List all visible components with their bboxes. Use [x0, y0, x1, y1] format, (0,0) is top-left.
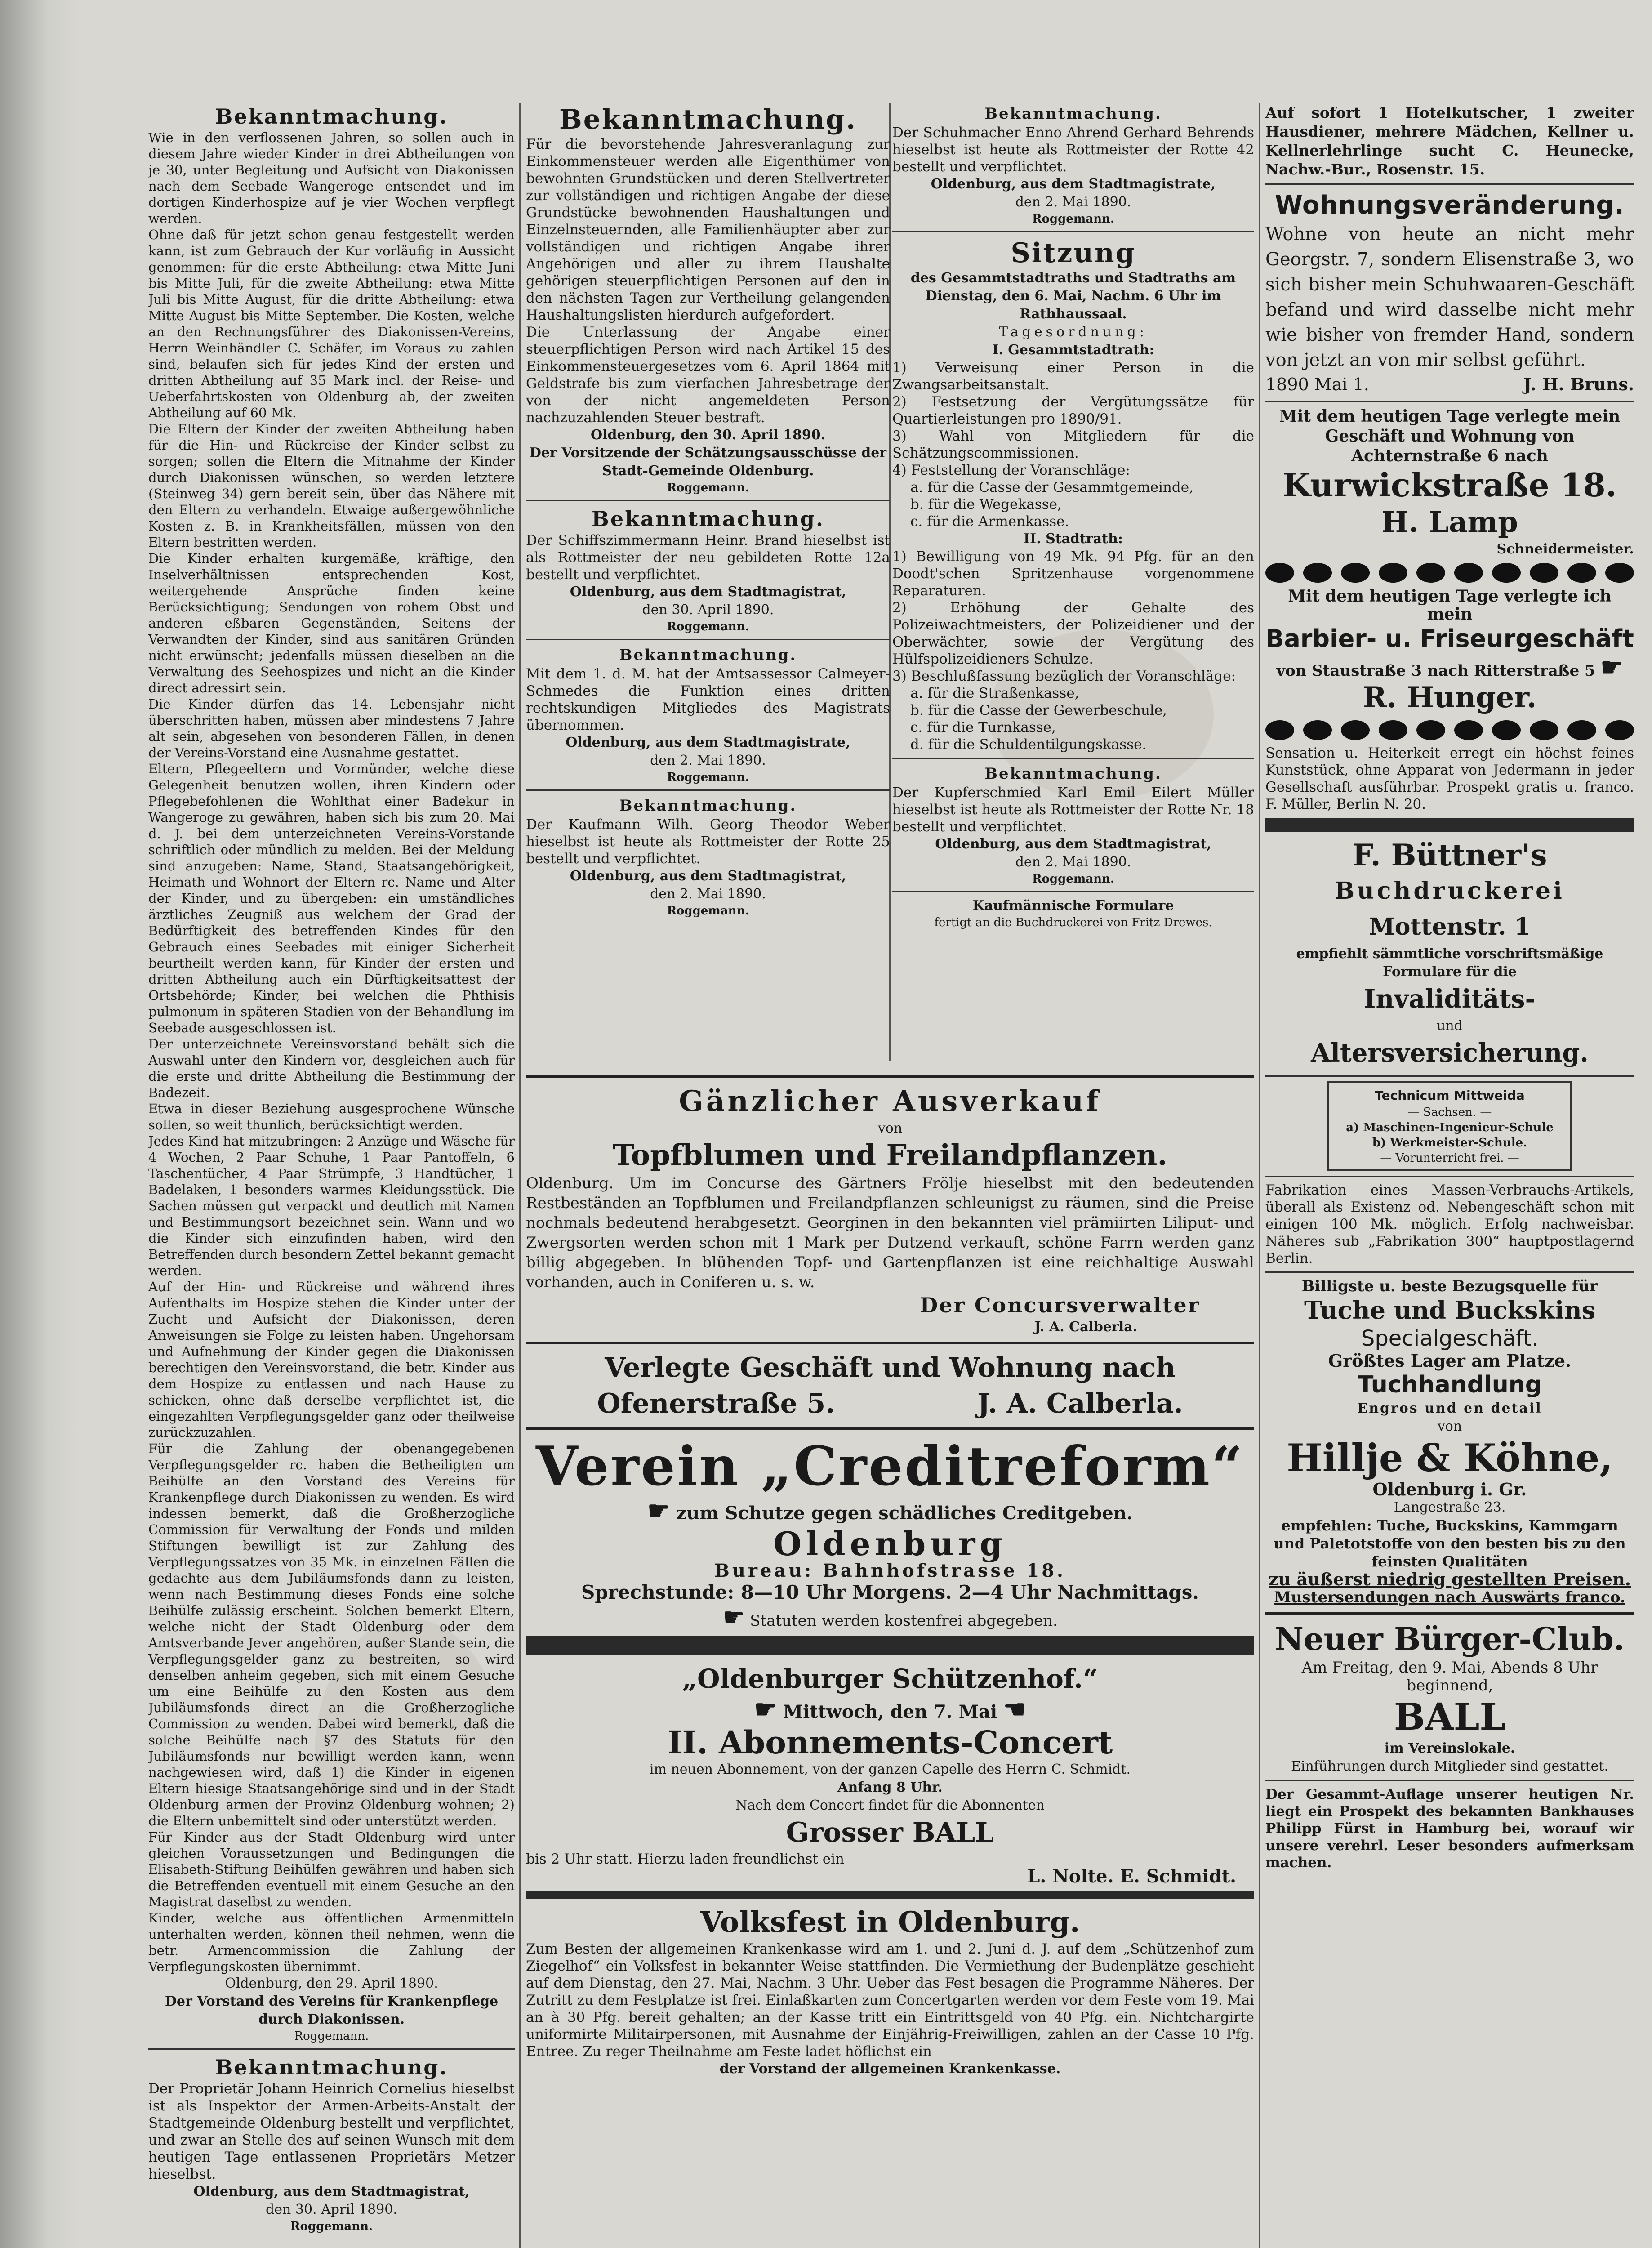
ad-text: Langestraße 23. [1394, 1499, 1506, 1515]
ad-text: bis 2 Uhr statt. Hierzu laden freundlichst ein [526, 1851, 845, 1867]
decorative-dots [1265, 720, 1634, 740]
ad-text: Oldenburg. Um im Concurse des Gärtners Frölje hieselbst mit den bedeutenden Restbeständen an Topfblumen und Freilandpflanzen schleunigst zu räumen, sind die Preise nochmals bedeutend herabgesetzt. Georginen in den bekannten viel prämiirten Liliput- und Zwergsorten werden schon mit 1 Mark per Dutzend verkauft, schöne Farrn werden ganz billig abgegeben. In blühenden Topf- und Gartenpflanzen ist eine reichhaltige Auswahl vorhanden, auch in Coniferen u. s. w. [526, 1174, 1254, 1291]
ad-text: Einführungen durch Mitglieder sind gestattet. [1291, 1758, 1609, 1774]
decorative-bar [526, 1636, 1254, 1655]
paragraph: Wie in den verflossenen Jahren, so sollen auch in diesem Jahre wieder Kinder in drei Abtheilungen von je 30, unter Begleitung und Aufsicht von Diakonissen nach dem Seebade Wangeroge entsendet und im dortigen Kinderhospize auf je vier Wochen verpflegt werden. [148, 130, 515, 226]
paragraph: Der unterzeichnete Vereinsvorstand behält sich die Auswahl unter den Kindern vor, desgleichen auch für die erste und dritte Abtheilung die Bestimmung der Badezeit. [148, 1036, 515, 1100]
ad-headline: Altersversicherung. [1311, 1038, 1589, 1068]
ad-text: b) Werkmeister-Schule. [1372, 1136, 1527, 1150]
paragraph: Jedes Kind hat mitzubringen: 2 Anzüge und Wäsche für 4 Wochen, 2 Paar Schuhe, 1 Paar Pantoffeln, 6 Taschentücher, 4 Paar Strümpfe, 3 Handtücher, 1 Badelaken, 1 besonders warmes Kleidungsstück. Die Sachen müssen gut verpackt und deutlich mit Namen und Bestimmungsort bezeichnet sein. Wann und wo die Kinder sich einzufinden haben, wird den Betreffenden durch besondern Zettel bekannt gemacht werden. [148, 1133, 515, 1278]
date-line: den 30. April 1890. [642, 602, 774, 618]
ad-text: fertigt an die Buchdruckerei von Fritz Drewes. [934, 916, 1212, 929]
announcement-title: Bekanntmachung. [619, 646, 797, 664]
divider [1265, 1271, 1634, 1273]
divider [1265, 401, 1634, 402]
ad-headline: Verein „Creditreform“ [535, 1435, 1245, 1498]
ad-row [526, 1386, 1254, 1422]
ad-headline: H. Lamp [1381, 505, 1518, 539]
divider [1265, 1780, 1634, 1781]
divider [526, 1075, 1254, 1078]
divider [526, 789, 890, 791]
signature-name: Roggemann. [667, 620, 749, 633]
ad-headline: Verlegte Geschäft und Wohnung nach [605, 1352, 1176, 1383]
ad-text: Mit dem heutigen Tage verlegte mein Geschäft und Wohnung von Achternstraße 6 nach [1279, 407, 1621, 465]
ad-subline: zum Schutze gegen schädliches Creditgeben. [676, 1503, 1133, 1524]
ad-text: Auf sofort 1 Hotelkutscher, 1 zweiter Hausdiener, mehrere Mädchen, Kellner u. Kellnerlehrlinge sucht C. Heunecke, Nachw.-Bur., Rosenstr. 15. [1265, 104, 1634, 178]
divider [1265, 1612, 1634, 1615]
page-spine-shadow [0, 0, 79, 2248]
agenda-section: II. Stadtrath: [1024, 531, 1123, 547]
divider [892, 891, 1254, 892]
pointing-hand-icon: ☛ [722, 1603, 745, 1632]
ad-headline: Topfblumen und Freilandpflanzen. [613, 1138, 1167, 1172]
decorative-bar [526, 1891, 1254, 1899]
ad-headline: Wohnungsveränderung. [1275, 191, 1625, 220]
date-line: Oldenburg, aus dem Stadtmagistrat, [570, 868, 846, 884]
ad-headline: Hillje & Köhne, [1287, 1436, 1613, 1480]
ad-headline: Specialgeschäft. [1361, 1326, 1539, 1351]
agenda-item: 3) Beschlußfassung bezüglich der Voranschläge: [892, 668, 1236, 684]
ad-subline: von Staustraße 3 nach Ritterstraße 5 [1276, 662, 1595, 680]
agenda-item: a. für die Straßenkasse, [910, 685, 1079, 701]
divider [892, 758, 1254, 759]
divider [526, 1342, 1254, 1344]
decorative-bar [1265, 818, 1634, 832]
signature-name: Roggemann. [1032, 212, 1115, 226]
meeting-title: Sitzung [1011, 237, 1136, 269]
ad-text: Wohne von heute an nicht mehr Georgstr. 7, sondern Elisenstraße 3, wo sich bisher mein Schuhwaaren-Geschäft befand und wird dasselbe nicht mehr wie bisher von fremder Hand, sondern von jetzt an von mir selbst geführt. [1265, 224, 1634, 370]
ad-headline: Volksfest in Oldenburg. [700, 1905, 1080, 1939]
signature: Der Vorstand des Vereins für Krankenpflege [165, 1994, 499, 2009]
ad-name: J. H. Bruns. [1523, 374, 1634, 394]
signature-name: Roggemann. [1032, 872, 1115, 886]
divider [526, 639, 890, 640]
date-line: Oldenburg, aus dem Stadtmagistrat, [193, 2184, 470, 2199]
date-line: den 30. April 1890. [266, 2202, 397, 2217]
paragraph: Mit dem 1. d. M. hat der Amtsassessor Calmeyer-Schmedes die Funktion eines dritten rechtskundigen Mitgliedes des Magistrats übernommen. [526, 666, 890, 733]
ad-text: Schneidermeister. [1496, 541, 1634, 557]
decorative-dots [1265, 563, 1634, 583]
ad-text: Sensation u. Heiterkeit erregt ein höchst feines Kunststück, ohne Apparat von Jedermann in jeder Gesellschaft ausführbar. Prospekt gratis u. franco. F. Müller, Berlin N. 20. [1265, 745, 1634, 812]
ad-text: im neuen Abonnement, von der ganzen Capelle des Herrn C. Schmidt. [649, 1762, 1131, 1777]
divider [1265, 183, 1634, 185]
signature-name: Roggemann. [667, 481, 749, 495]
agenda-list [892, 548, 1254, 753]
ad-text: Zum Besten der allgemeinen Krankenkasse wird am 1. und 2. Juni d. J. auf dem „Schützenhof zum Ziegelhof“ ein Volksfest in bekannter Weise stattfinden. Die Vermiethung der Budenplätze geschieht auf dem Dienstag, den 27. Mai, Nachm. 3 Uhr. Ueber das Fest besagen die Programme Näheres. Der Zutritt zu dem Festplatze ist frei. Einlaßkarten zum Concertgarten werden vor dem Feste vom 19. Mai an à 30 Pfg. bereit gehalten; an der Kasse tritt ein Eintrittsgeld von 40 Pfg. ein. Nichtchargirte uniformirte Militairpersonen, mit Ausnahme der Einjährig-Freiwilligen, zahlen an der Casse 10 Pfg. Entree. Zu reger Theilnahme am Feste ladet höflichst ein [526, 1941, 1254, 2060]
ad-headline: II. Abonnements-Concert [667, 1724, 1113, 1761]
ad-text: Sprechstunde: 8—10 Uhr Morgens. 2—4 Uhr Nachmittags. [581, 1581, 1199, 1603]
paragraph: Etwa in dieser Beziehung ausgesprochene Wünsche sollen, so weit thunlich, berücksichtigt werden. [148, 1101, 515, 1133]
ad-signature: der Vorstand der allgemeinen Krankenkasse. [719, 2061, 1061, 2077]
agenda-item: 1) Bewilligung von 49 Mk. 94 Pfg. für an den Doodt'schen Spritzenhause vorgenommene Reparaturen. [892, 549, 1254, 599]
ad-text [1265, 652, 1634, 682]
paragraph: Die Kinder dürfen das 14. Lebensjahr nicht überschritten haben, müssen aber mindestens 7 Jahre alt sein, abgesehen von besonderen Fällen, in denen der Vereins-Vorstand eine Ausnahme gestattet. [148, 696, 515, 760]
announcement-title: Bekanntmachung. [592, 507, 824, 531]
ad-headline: Invaliditäts- [1364, 984, 1536, 1014]
ad-headline: Mottenstr. 1 [1369, 913, 1531, 941]
signature: durch Diakonissen. [258, 2012, 405, 2027]
ad-text: Oldenburg i. Gr. [1372, 1479, 1527, 1499]
announcement-title: Bekanntmachung. [984, 765, 1162, 783]
ad-subline: Mittwoch, den 7. Mai [783, 1701, 997, 1722]
paragraph: Für die Zahlung der obenangegebenen Verpflegungsgelder rc. haben die Betheiligten um Beihülfe an den Vorstand des Vereins für Krankenpflege durch Diakonissen zu wenden. Es wird indessen bemerkt, daß die Großherzogliche Commission für Verwaltung der Fonds und milden Stiftungen bewilligt ist zur Zahlung des Verpflegungssatzes von 35 Mk. in einzelnen Fällen die gedachte aus dem Jubiläumsfonds dann zu leisten, wenn nach Bestimmung dieses Fonds eine solche Beihülfe zulässig erscheint. Solchen bemerkt Eltern, welche nicht der Stadt Oldenburg oder dem Amtsverbande Jever angehören, außer Stande sein, die Verpflegungsgelder ganz zu bestreiten, so wird denselben anheim gegeben, sich mit einem Gesuche um eine Beihülfe zu den Kosten aus dem Jubiläumsfonds direct an die Großherzogliche Commission zu wenden. Dabei wird bemerkt, daß die solche Beihülfe nach §7 des Statuts für den Jubiläumsfonds nur bewilligt werden kann, wenn nachgewiesen wird, daß 1) die Kinder in eigenen Eltern hiesige Staatsangehörige sind und in der Stadt Oldenburg armen der Provinz Oldenburg wohnen; 2) die Eltern unbemittelt sind oder unterstützt werden. [148, 1441, 515, 1829]
signature-name: Roggemann. [667, 771, 749, 784]
paragraph: Der Kaufmann Wilh. Georg Theodor Weber hieselbst ist heute als Rottmeister der Rotte 25 bestellt und verpflichtet. [526, 816, 890, 867]
date-line: den 2. Mai 1890. [1015, 194, 1131, 210]
ad-text: Am Freitag, den 9. Mai, Abends 8 Uhr beginnend, [1301, 1659, 1598, 1695]
agenda-item: 3) Wahl von Mitgliedern für die Schätzungscommissionen. [892, 428, 1254, 461]
wide-ad-section [526, 1070, 1254, 2248]
column-4 [1265, 103, 1634, 2248]
ad-signature: Der Concursverwalter [920, 1293, 1200, 1317]
ad-text: und [1437, 1018, 1463, 1034]
date-line: Oldenburg, den 29. April 1890. [225, 1976, 438, 1991]
date-line: den 2. Mai 1890. [1015, 854, 1131, 870]
ad-signature-name: J. A. Calberla. [1034, 1319, 1137, 1335]
paragraph: Eltern, Pflegeeltern und Vormünder, welche diese Gelegenheit benutzen wollen, ihren Kindern oder Pflegebefohlenen die Wohlthat einer Badekur in Wangeroge zu gewähren, haben sich bis zum 20. Mai d. J. bei dem unterzeichneten Vereins-Vorstande schriftlich oder mündlich zu melden. Bei der Meldung sind anzugeben: Name, Stand, Staatsangehörigkeit, Heimath und Wohnort der Eltern rc. Name und Alter der Kinder, und zu übergeben: ein umständliches ärztliches Zeugniß aus welchem der Grad der Bedürftigkeit des betreffenden Kindes für den Gebrauch eines Seebades mit einiger Sicherheit beurtheilt werden kann, für Kinder der ersten und dritten Abtheilung auch ein Dürftigkeitsattest der Ortsbehörde; Kinder, bei welchen die Phthisis pulmonum in späteren Stadien von der Behandlung im Seebade ausgeschlossen ist. [148, 761, 515, 1035]
date-line: den 2. Mai 1890. [650, 886, 766, 902]
column-rule [1259, 103, 1260, 2248]
ad-heading: Kaufmännische Formulare [972, 898, 1174, 914]
ad-text: empfehlen: Tuche, Buckskins, Kammgarn und Paletotstoffe von den besten bis zu den feinsten Qualitäten [1274, 1517, 1626, 1570]
ad-footer [1265, 373, 1634, 396]
ad-subline: Statuten werden kostenfrei abgegeben. [750, 1612, 1058, 1630]
ad-text: Mit dem heutigen Tage verlegte ich mein [1288, 587, 1612, 624]
divider [526, 500, 890, 501]
agenda-item: c. für die Turnkasse, [910, 719, 1056, 736]
divider [148, 2048, 515, 2050]
ad-headline: „Oldenburger Schützenhof.“ [682, 1664, 1098, 1694]
agenda-item: 2) Festsetzung der Vergütungssätze für Quartierleistungen pro 1890/91. [892, 394, 1254, 427]
ad-headline: J. A. Calberla. [977, 1388, 1183, 1419]
date-line: Oldenburg, aus dem Stadtmagistrate, [566, 735, 850, 750]
agenda-heading: Tagesordnung: [999, 324, 1148, 340]
column-1 [148, 103, 515, 2248]
date-line: Oldenburg, den 30. April 1890. [590, 427, 826, 443]
agenda-item: d. für die Schuldentilgungskasse. [910, 736, 1147, 753]
meeting-subtitle: des Gesammtstadtraths und Stadtraths am Dienstag, den 6. Mai, Nachm. 6 Uhr im Rathhaussaal. [910, 270, 1236, 322]
ad-headline: Barbier- u. Friseurgeschäft [1265, 624, 1634, 653]
ad-text: im Vereinslokale. [1384, 1740, 1515, 1756]
ad-headline: Grosser BALL [786, 1817, 994, 1848]
ad-date: 1890 Mai 1. [1265, 375, 1369, 394]
ad-headline: Kurwickstraße 18. [1282, 466, 1617, 504]
pointing-hand-icon: ☛ [647, 1496, 670, 1525]
signature-name: Roggemann. [294, 2029, 369, 2043]
agenda-section: I. Gesammtstadtrath: [992, 342, 1154, 358]
agenda-item: 1) Verweisung einer Person in die Zwangsarbeitsanstalt. [892, 360, 1254, 393]
ad-headline: Ofenerstraße 5. [597, 1388, 835, 1419]
ad-text: zu äußerst niedrig gestellten Preisen. [1269, 1569, 1631, 1589]
ad-text: Engros und en detail [1357, 1401, 1542, 1416]
ad-headline: BALL [1394, 1695, 1506, 1739]
ad-text: empfiehlt sämmtliche vorschriftsmäßige Formulare für die [1296, 946, 1603, 980]
date-line: den 2. Mai 1890. [650, 753, 766, 768]
ad-headline: F. Büttner's [1352, 838, 1547, 873]
ad-headline: Tuchhandlung [1357, 1371, 1542, 1398]
date-line: Oldenburg, aus dem Stadtmagistrat, [935, 836, 1211, 852]
paragraph: Ohne daß für jetzt schon genau festgestellt werden kann, ist zum Gebrauch der Kur vorläufig in Aussicht genommen: für die erste Abtheilung: etwa Mitte Juni bis Mitte Juli, für die zweite Abtheilung: etwa Mitte Juli bis Mitte August, für die dritte Abtheilung: etwa Mitte August bis Mitte September. Die Kosten, welche an den Rechnungsführer des Diakonissen-Vereins, Herrn Weinhändler C. Schäfer, im Voraus zu zahlen sind, belaufen sich für jedes Kind der ersten und dritten Abtheilung auf 35 Mark incl. der Reise- und Ueberfahrtskosten von Oldenburg ab, der zweiten Abtheilung auf 60 Mk. [148, 227, 515, 420]
ad-text: von [1437, 1418, 1462, 1434]
column-rule [519, 103, 521, 2248]
announcement-title: Bekanntmachung. [619, 797, 797, 815]
date-line: Oldenburg, aus dem Stadtmagistrate, [931, 176, 1216, 192]
column-2 [526, 103, 890, 1061]
ad-text: Anfang 8 Uhr. [837, 1780, 943, 1795]
ad-text: Größtes Lager am Platze. [1328, 1351, 1572, 1371]
paragraph: Für Kinder aus der Stadt Oldenburg wird unter gleichen Voraussetzungen und Bedingungen die Elisabeth-Stiftung Beihülfen gewähren und haben sich die Betreffenden eventuell mit einem Gesuche an den Magistrat daselbst zu wenden. [148, 1829, 515, 1909]
pointing-hand-icon: ☚ [1003, 1695, 1026, 1724]
divider [892, 231, 1254, 232]
ad-text: Fabrikation eines Massen-Verbrauchs-Artikels, überall als Existenz od. Nebengeschäft schon mit einigen 100 Mk. möglich. Erfolg nachweisbar. Näheres sub „Fabrikation 300“ hauptpostlagernd Berlin. [1265, 1182, 1634, 1267]
agenda-item: 2) Erhöhung der Gehalte des Polizeiwachtmeisters, der Polizeidiener und der Oberwächter, sowie der Vergütung des Hülfspolizeidieners Schulze. [892, 600, 1254, 667]
ad-headline: Buchdruckerei [1335, 877, 1565, 905]
divider [1265, 1176, 1634, 1177]
paragraph: Die Kinder erhalten kurgemäße, kräftige, den Inselverhältnissen entsprechenden Kost, weitergehende Ansprüche finden keine Berücksichtigung; Sendungen von rohem Obst und anderen eßbaren Gegenständen, Seitens der Verwandten der Kinder, sind aus sanitären Gründen nicht erwünscht; jedenfalls müssen dieselben an die Verwaltung des Seehospizes und nicht an die Kinder direct adressirt sein. [148, 551, 515, 696]
paragraph: Der Schuhmacher Enno Ahrend Gerhard Behrends hieselbst ist heute als Rottmeister der Rotte 42 bestellt und verpflichtet. [892, 125, 1254, 175]
paragraph: Der Schiffszimmermann Heinr. Brand hieselbst ist als Rottmeister der neu gebildeten Rotte 12a bestellt und verpflichtet. [526, 532, 890, 583]
paragraph: Kinder, welche aus öffentlichen Armenmitteln unterhalten werden, können theil nehmen, wenn die betr. Armencommission die Zahlung der Verpflegungskosten übernimmt. [148, 1910, 515, 1974]
divider [1265, 1075, 1634, 1077]
technicum-ad-box [1327, 1081, 1572, 1171]
agenda-item: 4) Feststellung der Voranschläge: [892, 462, 1130, 478]
ad-text: Nach dem Concert findet für die Abonnenten [735, 1798, 1045, 1813]
ad-headline: Oldenburg [773, 1525, 1007, 1563]
paragraph: Die Unterlassung der Angabe einer steuerpflichtigen Person wird nach Artikel 15 des Einkommensteuergesetzes vom 6. April 1864 mit Geldstrafe bis zum vierfachen Jahresbetrage der von der nicht angemeldeten Person nachzuzahlenden Steuer bestraft. [526, 324, 890, 426]
announcement-title: Bekanntmachung. [984, 105, 1162, 123]
ad-text: Bureau: Bahnhofstrasse 18. [714, 1560, 1066, 1581]
column-3 [892, 103, 1254, 1061]
ad-text [526, 1605, 1254, 1630]
pointing-hand-icon: ☛ [754, 1695, 777, 1724]
divider [526, 1427, 1254, 1430]
agenda-item: b. für die Casse der Gewerbeschule, [910, 702, 1167, 718]
announcement-title: Bekanntmachung. [215, 104, 448, 129]
ad-headline: Gänzlicher Ausverkauf [679, 1084, 1101, 1118]
ad-text [526, 1697, 1254, 1725]
announcement-title: Bekanntmachung. [215, 2055, 448, 2079]
paragraph: Der Kupferschmied Karl Emil Eilert Müller hieselbst ist heute als Rottmeister der Rotte Nr. 18 bestellt und verpflichtet. [892, 785, 1254, 835]
ad-text: Billigste u. beste Bezugsquelle für [1301, 1277, 1598, 1295]
ad-headline: Neuer Bürger-Club. [1274, 1620, 1625, 1658]
announcement-title: Bekanntmachung. [559, 104, 857, 135]
ad-text: Mustersendungen nach Auswärts franco. [1274, 1588, 1625, 1606]
ad-headline: R. Hunger. [1363, 681, 1537, 714]
agenda-item: c. für die Armenkasse. [910, 513, 1069, 530]
signature-name: Roggemann. [290, 2220, 373, 2233]
paragraph: Die Eltern der Kinder der zweiten Abtheilung haben für die Hin- und Rückreise der Kinder selbst zu sorgen; sollen die Eltern die Mitnahme der Kinder durch Diakonissen wünschen, so werden letztere (Steinweg 34) gern bereit sein, über das Nähere mit den Eltern zu verhandeln. Etwaige außergewöhnliche Kosten z. B. in Krankheitsfällen, müssen von den Eltern bestritten werden. [148, 421, 515, 550]
paragraph: Für die bevorstehende Jahresveranlagung zur Einkommensteuer werden alle Eigenthümer von bewohnten Grundstücken und deren Stellvertreter zur vollständigen und richtigen Angabe der diese Grundstücke bewohnenden Haushaltungen und Einzelnsteuernden, alle Familienhäupter aber zur vollständigen und richtigen Angabe ihrer Angehörigen und aller zu ihrem Haushalte gehörigen steuerpflichtigen Personen auf den in den nächsten Tagen zur Vertheilung gelangenden Haushaltungslisten hierdurch aufgefordert. [526, 136, 890, 323]
ad-headline: Technicum Mittweida [1375, 1088, 1525, 1103]
paragraph: Der Proprietär Johann Heinrich Cornelius hieselbst ist als Inspektor der Armen-Arbeits-Anstalt der Stadtgemeinde Oldenburg bestellt und verpflichtet, und zwar an Stelle des auf seinen Wunsch mit dem heutigen Tage entlassenen Proprietärs Metzer hieselbst. [148, 2081, 515, 2182]
agenda-list [892, 359, 1254, 530]
ad-text: — Vorunterricht frei. — [1380, 1151, 1519, 1165]
ad-text: a) Maschinen-Ingenieur-Schule [1346, 1121, 1554, 1134]
signature-name: Roggemann. [667, 904, 749, 918]
signature: Der Vorsitzende der Schätzungsausschüsse der Stadt-Gemeinde Oldenburg. [529, 445, 887, 479]
ad-text: — Sachsen. — [1407, 1106, 1492, 1119]
ad-text [526, 1498, 1254, 1526]
agenda-item: b. für die Wegekasse, [910, 496, 1062, 513]
ad-headline: Tuche und Buckskins [1304, 1296, 1596, 1325]
ad-text: Der Gesammt-Auflage unserer heutigen Nr. liegt ein Prospekt des bekannten Bankhauses Philipp Fürst in Hamburg bei, worauf wir unsere verehrl. Leser besonders aufmerksam machen. [1265, 1786, 1634, 1871]
agenda-item: a. für die Casse der Gesammtgemeinde, [910, 479, 1193, 495]
ad-signature: L. Nolte. E. Schmidt. [1027, 1866, 1236, 1887]
paragraph: Auf der Hin- und Rückreise und während ihres Aufenthalts im Hospize stehen die Kinder unter der Zucht und Aufsicht der Diakonissen, deren Anweisungen sie Folge zu leisten haben. Ungehorsam und Aufnehmung der Kinder gegen die Diakonissen berechtigen den Vereinsvorstand, die betr. Kinder aus dem Hospize zu entlassen und nach Hause zu schicken, ohne daß derselbe verpflichtet ist, die eingezahlten Verpflegungsgelder ganz oder theilweise zurückzuzahlen. [148, 1279, 515, 1440]
ad-text: von [877, 1120, 903, 1136]
date-line: Oldenburg, aus dem Stadtmagistrat, [570, 584, 846, 600]
pointing-hand-icon: ☛ [1600, 652, 1623, 682]
